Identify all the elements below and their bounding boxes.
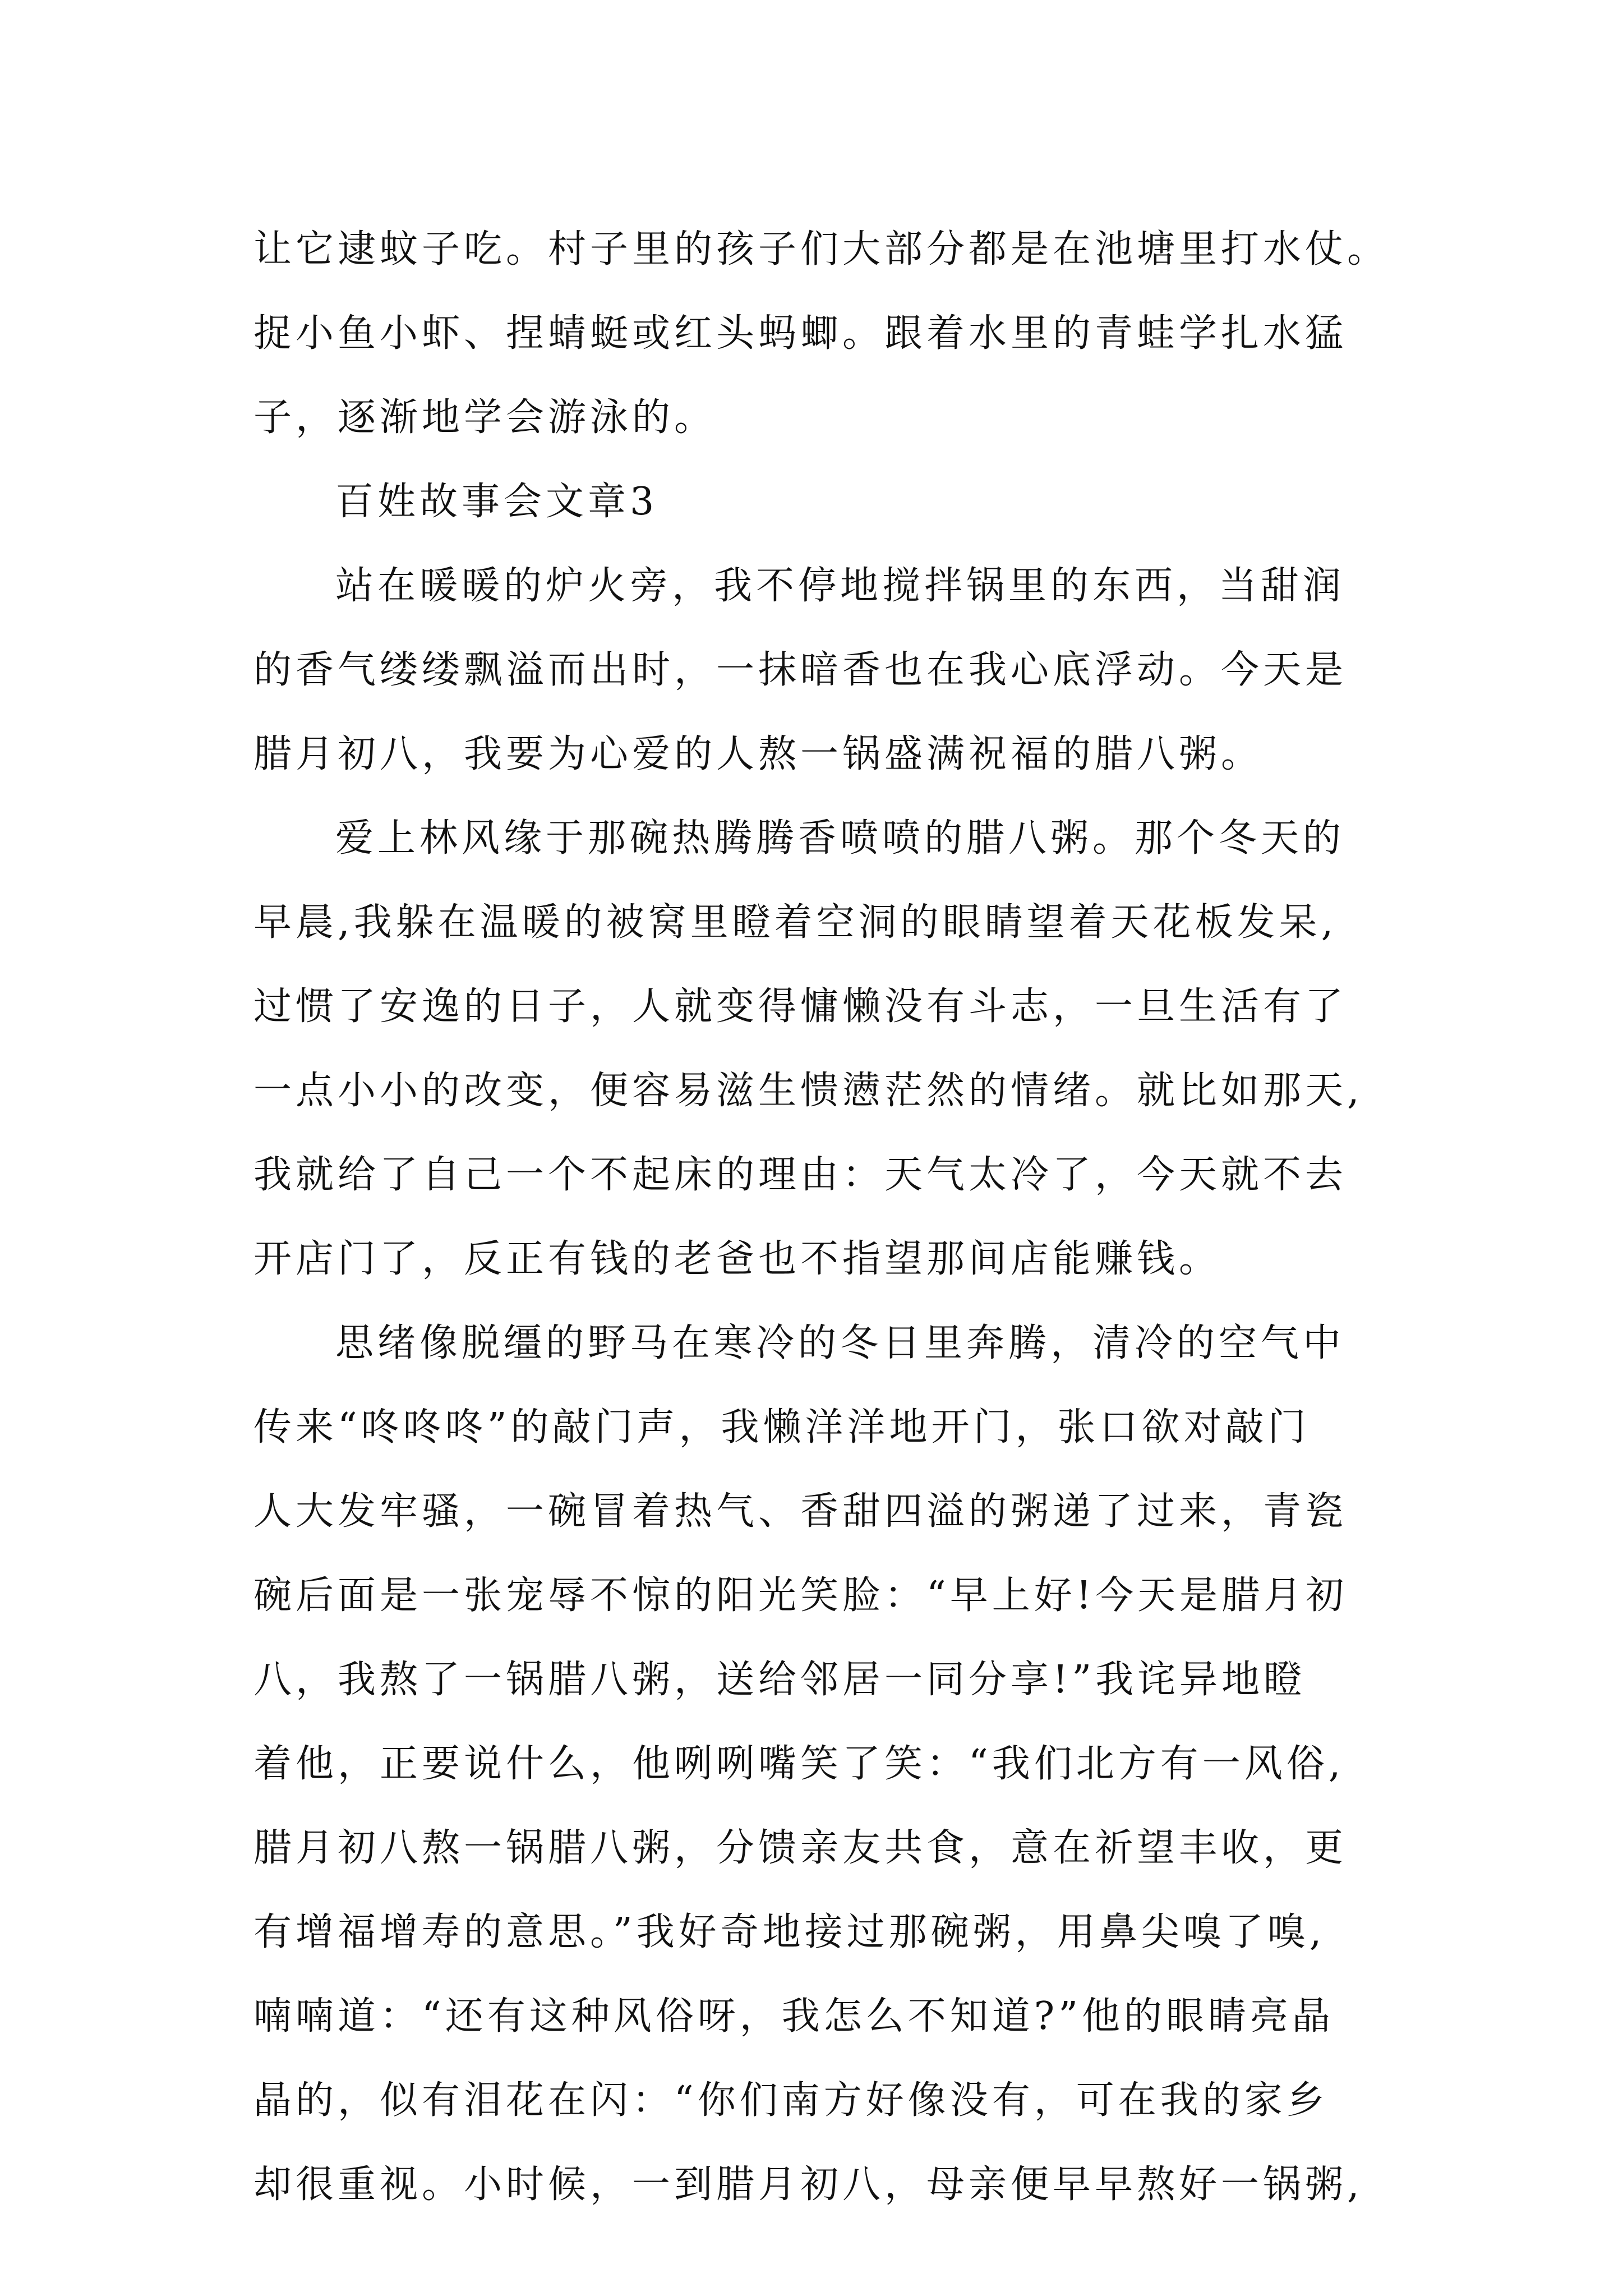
section-heading: 百姓故事会文章3 <box>335 480 658 524</box>
text-line: 开店门了，反正有钱的老爸也不指望那间店能赚钱。 <box>253 1237 1221 1281</box>
text-line: 着他，正要说什么，他咧咧嘴笑了笑：“我们北方有一风俗, <box>253 1742 1345 1786</box>
text-line: 传来“咚咚咚”的敲门声，我懒洋洋地开门，张口欲对敲门 <box>253 1405 1310 1450</box>
article-body <box>253 208 1420 2227</box>
text-line: 的香气缕缕飘溢而出时，一抹暗香也在我心底浮动。今天是 <box>253 648 1348 692</box>
text-line: 却很重视。小时候，一到腊月初八，母亲便早早熬好一锅粥, <box>253 2162 1363 2207</box>
text-line: 让它逮蚊子吃。村子里的孩子们大部分都是在池塘里打水仗。 <box>253 227 1390 272</box>
text-line: 腊月初八熬一锅腊八粥，分馈亲友共食，意在祈望丰收，更 <box>253 1826 1348 1870</box>
text-line: 八，我熬了一锅腊八粥，送给邻居一同分享!”我诧异地瞪 <box>253 1658 1306 1702</box>
text-line: 过惯了安逸的日子，人就变得慵懒没有斗志，一旦生活有了 <box>253 984 1348 1029</box>
text-line: 有增福增寿的意思。”我好奇地接过那碗粥，用鼻尖嗅了嗅, <box>253 1910 1326 1954</box>
text-line: 腊月初八，我要为心爱的人熬一锅盛满祝福的腊八粥。 <box>253 732 1264 776</box>
text-line: 晶的，似有泪花在闪：“你们南方好像没有，可在我的家乡 <box>253 2078 1329 2123</box>
text-line: 碗后面是一张宠辱不惊的阳光笑脸：“早上好!今天是腊月初 <box>253 1573 1348 1618</box>
text-line: 一点小小的改变，便容易滋生愦懑茫然的情绪。就比如那天, <box>253 1069 1363 1113</box>
text-line: 思绪像脱缰的野马在寒冷的冬日里奔腾，清冷的空气中 <box>335 1321 1345 1365</box>
text-line: 人大发牢骚，一碗冒着热气、香甜四溢的粥递了过来，青瓷 <box>253 1489 1348 1534</box>
text-line: 喃喃道：“还有这种风俗呀，我怎么不知道?”他的眼睛亮晶 <box>253 1994 1334 2039</box>
text-line: 站在暖暖的炉火旁，我不停地搅拌锅里的东西，当甜润 <box>335 564 1345 608</box>
text-line: 捉小鱼小虾、捏蜻蜓或红头蚂蝍。跟着水里的青蛙学扎水猛 <box>253 311 1348 356</box>
text-line: 爱上林风缘于那碗热腾腾香喷喷的腊八粥。那个冬天的 <box>335 816 1345 861</box>
text-line: 早晨,我躲在温暖的被窝里瞪着空洞的眼睛望着天花板发呆, <box>253 900 1338 945</box>
text-line: 子，逐渐地学会游泳的。 <box>253 395 717 440</box>
text-line: 我就给了自己一个不起床的理由：天气太冷了，今天就不去 <box>253 1153 1348 1197</box>
